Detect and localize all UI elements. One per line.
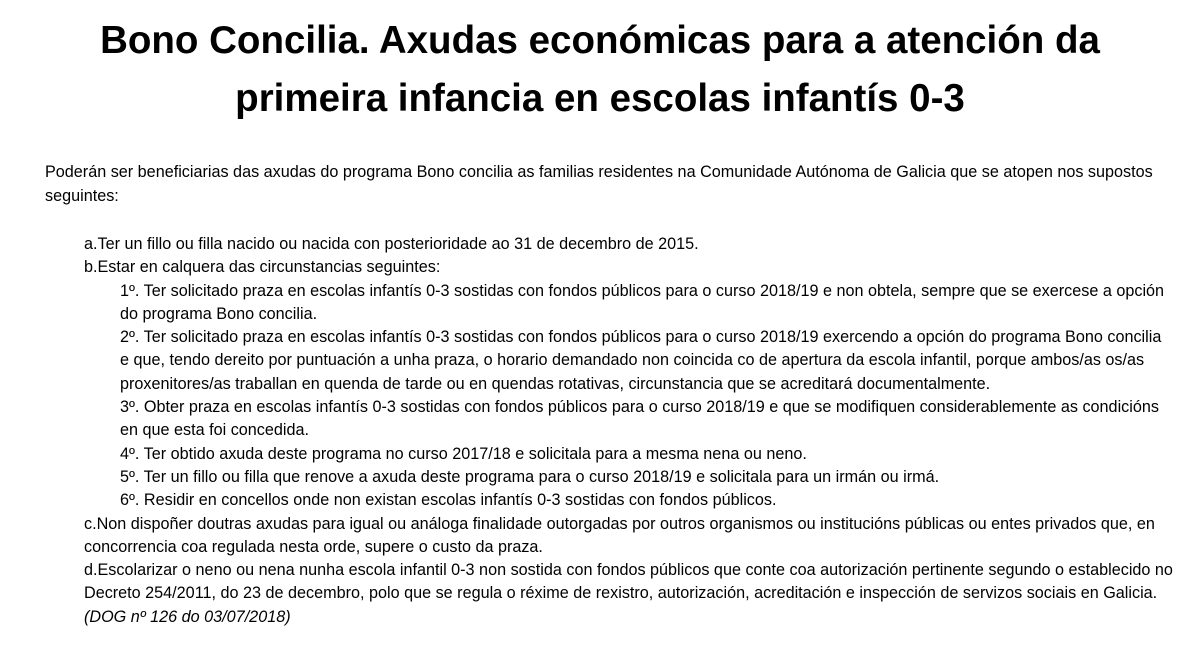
sublist-item-3: 3º. Obter praza en escolas infantís 0-3 sostidas con fondos públicos para o curso 2018/19 e que se modifiquen considerablemente as condicións en que esta foi concedida. — [120, 398, 1159, 440]
circumstances-sublist — [84, 280, 1174, 513]
intro-paragraph: Poderán ser beneficiarias das axudas do programa Bono concilia as familias residentes na Comunidade Autónoma de Galicia que se atopen nos supostos seguintes: — [45, 163, 1153, 205]
list-item-b: b.Estar en calquera das circunstancias seguintes: — [84, 258, 441, 277]
sublist-item-4: 4º. Ter obtido axuda deste programa no curso 2017/18 e solicitala para a mesma nena ou neno. — [120, 444, 807, 463]
sublist-item-2: 2º. Ter solicitado praza en escolas infantís 0-3 sostidas con fondos públicos para o curso 2018/19 exercendo a opción do programa Bono concilia e que, tendo dereito por puntuación a unha praza, o horario demandado non coincida co de apertura da escola infantil, porque ambos/as os/as proxenitores/as traballan en quenda de tarde ou en quendas rotativas, circunstancia que se acreditará documentalmente. — [120, 328, 1162, 393]
document-title: Bono Concilia. Axudas económicas para a atención da primeira infancia en escolas infantís 0-3 — [100, 19, 1100, 120]
sublist-item-6: 6º. Residir en concellos onde non existan escolas infantís 0-3 sostidas con fondos públicos. — [120, 491, 777, 510]
sublist-item-1: 1º. Ter solicitado praza en escolas infantís 0-3 sostidas con fondos públicos para o curso 2018/19 e non obtela, sempre que se exercese a opción do programa Bono concilia. — [120, 281, 1165, 323]
list-item-d: d.Escolarizar o neno ou nena nunha escola infantil 0-3 non sostida con fondos públicos que conte coa autorización pertinente segundo o establecido no Decreto 254/2011, do 23 de decembro, polo que se regula o réxime de rexistro, autorización, acreditación e inspección de servizos sociais en Galicia. — [84, 561, 1173, 603]
sublist-item-5: 5º. Ter un fillo ou filla que renove a axuda deste programa para o curso 2018/19 e solicitala para un irmán ou irmá. — [120, 467, 940, 486]
list-item-a: a.Ter un fillo ou filla nacido ou nacida con posterioridade ao 31 de decembro de 2015. — [84, 235, 699, 253]
requirements-list — [84, 233, 1174, 629]
list-item-c: c.Non dispoñer doutras axudas para igual ou análoga finalidade outorgadas por outros organismos ou institucións públicas ou entes privados que, en concorrencia coa regulada nesta orde, supere o custo da praza. — [84, 514, 1155, 556]
source-citation: (DOG nº 126 do 03/07/2018) — [84, 607, 291, 626]
